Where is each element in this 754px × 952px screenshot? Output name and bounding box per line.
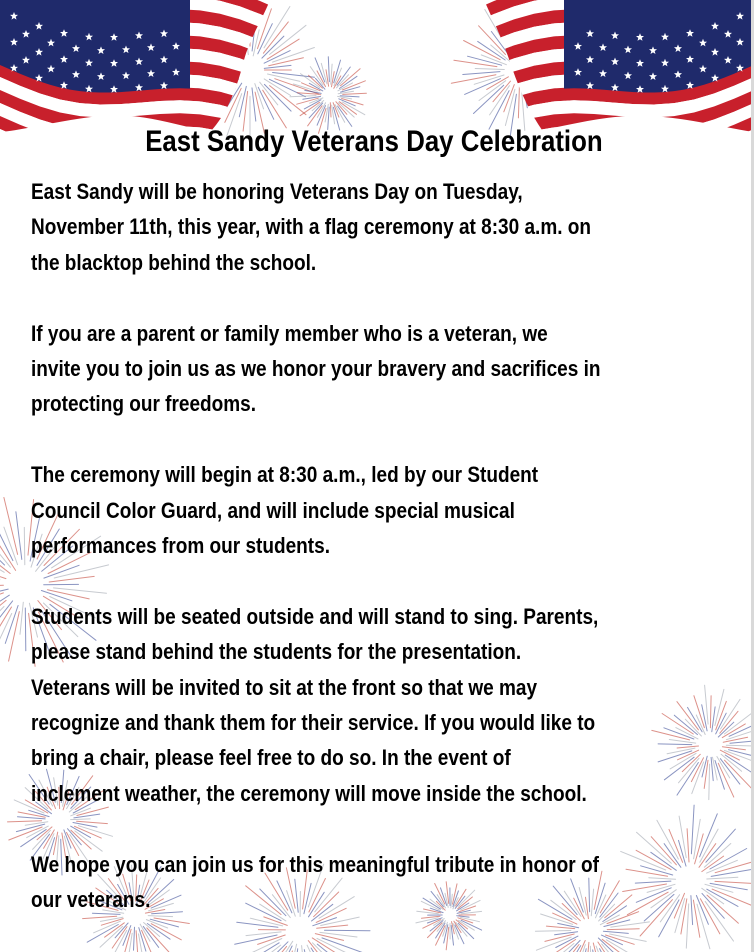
text-line: November 11th, this year, with a flag ceremony at 8:30 a.m. on	[31, 214, 592, 240]
text-line: performances from our students.	[31, 533, 330, 559]
text-line: invite you to join us as we honor your bravery and sacrifices in	[31, 356, 601, 382]
text-line: protecting our freedoms.	[31, 391, 257, 417]
text-line: please stand behind the students for the presentation.	[31, 639, 522, 665]
paragraph-ceremony	[31, 457, 699, 563]
paragraph-closing	[31, 847, 699, 918]
text-line: The ceremony will begin at 8:30 a.m., led by our Student	[31, 462, 539, 488]
text-line: East Sandy will be honoring Veterans Day on Tuesday,	[31, 179, 523, 204]
paragraph-invitation	[31, 316, 699, 422]
paragraph-date	[31, 174, 699, 280]
page-title: East Sandy Veterans Day Celebration	[145, 125, 603, 158]
text-line: our veterans.	[31, 887, 151, 913]
text-line: Students will be seated outside and will stand to sing. Parents,	[31, 603, 599, 629]
text-line: bring a chair, please feel free to do so. In the event of	[31, 745, 511, 771]
text-line: Council Color Guard, and will include special musical	[31, 497, 515, 523]
text-line: inclement weather, the ceremony will move inside the school.	[31, 780, 587, 806]
text-line: We hope you can join us for this meaningful tribute in honor of	[31, 851, 599, 877]
text-line: the blacktop behind the school.	[31, 249, 317, 275]
paragraph-logistics	[31, 599, 699, 811]
text-line: If you are a parent or family member who is a veteran, we	[31, 320, 548, 346]
text-line: recognize and thank them for their service. If you would like to	[31, 710, 596, 736]
text-line: Veterans will be invited to sit at the front so that we may	[31, 674, 538, 700]
announcement-body	[31, 174, 699, 952]
